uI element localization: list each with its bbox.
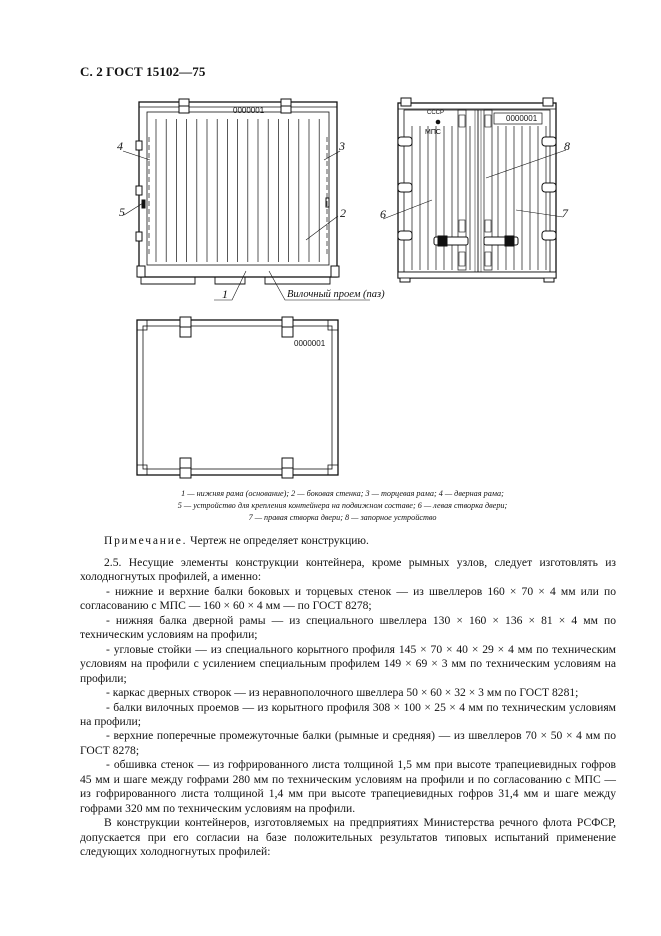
- note: [104, 535, 369, 547]
- list-item: - нижние и верхние балки боковых и торцевых стенок — из швеллеров 160 × 70 × 4 мм или по согласованию с МПС — 160 × 60 × 4 мм — по ГОСТ 8278;: [80, 584, 616, 613]
- paragraph: В конструкции контейнеров, изготовляемых на предприятиях Министерства речного флота РСФСР, допускается при его согласии на базе положительных результатов типовых испытаний применение следующих холодногнутых профилей:: [80, 816, 616, 859]
- paragraph: 2.5. Несущие элементы конструкции контейнера, кроме рымных узлов, следует изготовлять из холодногнутых профилей, а именно:: [80, 556, 616, 584]
- serial-number-plan: 0000001: [294, 339, 326, 348]
- page-header: С. 2 ГОСТ 15102—75: [80, 64, 206, 79]
- side-wall-corrugations: [156, 119, 319, 262]
- list-item: - верхние поперечные промежуточные балки (рымные и средняя) — из швеллеров 70 × 50 × 4 мм по ГОСТ 8278;: [80, 729, 616, 757]
- serial-number-door: 0000001: [506, 114, 538, 123]
- list-item: - каркас дверных створок — из неравнополочного швеллера 50 × 60 × 32 × 3 мм по ГОСТ 8281;: [106, 686, 579, 700]
- callout-1: 1: [222, 287, 228, 301]
- note-text: Чертеж не определяет конструкцию.: [190, 535, 369, 547]
- figure-caption-line-3: 7 — правая створка двери; 8 — запорное устройство: [248, 513, 437, 522]
- figure-caption-line-2: 5 — устройство для крепления контейнера на подвижном составе; 6 — левая створка двери;: [177, 501, 508, 510]
- callout-5: 5: [119, 205, 125, 219]
- logo-text: СССР: [427, 110, 445, 116]
- side-view: [123, 99, 370, 300]
- door-view: [383, 98, 566, 282]
- list-item: - нижняя балка дверной рамы — из специального швеллера 130 × 160 × 136 × 81 × 4 мм по техническим условиям на профили;: [80, 613, 616, 642]
- logo-label: МПС: [425, 129, 441, 136]
- callout-2: 2: [340, 206, 346, 220]
- serial-number-side: 0000001: [233, 106, 265, 115]
- fork-pocket-label: Вилочный проем (паз): [287, 289, 385, 300]
- list-item: - балки вилочных проемов — из корытного профиля 308 × 100 × 25 × 4 мм по техническим условиям на профили;: [80, 700, 616, 728]
- door-corrugations: [412, 126, 546, 270]
- note-label: Примечание.: [104, 535, 188, 547]
- callout-3: 3: [339, 139, 345, 153]
- list-item: - обшивка стенок — из гофрированного листа толщиной 1,5 мм при высоте трапециевидных гофров 45 мм и шаге между гофрами 280 мм по техническим условиям на профили и по согласованию с МПС — из гофрированного листа толщиной 1,4 мм при высоте трапециевидных гофров 31,4 мм и шаге между гофрами 320 мм по техническим условиям на профили.: [80, 758, 616, 815]
- callout-8: 8: [564, 139, 570, 153]
- callout-7: 7: [562, 206, 568, 220]
- figure-caption-line-1: 1 — нижняя рама (основание); 2 — боковая стенка; 3 — торцевая рама; 4 — дверная рама;: [181, 489, 504, 498]
- callout-4: 4: [117, 139, 123, 153]
- body-text: [80, 556, 616, 860]
- callout-6: 6: [380, 207, 386, 221]
- list-item: - угловые стойки — из специального корытного профиля 145 × 70 × 40 × 29 × 4 мм по техническим условиям на профили с усилением специальным профилем 149 × 69 × 3 мм по техническим условиям на профили;: [80, 642, 616, 685]
